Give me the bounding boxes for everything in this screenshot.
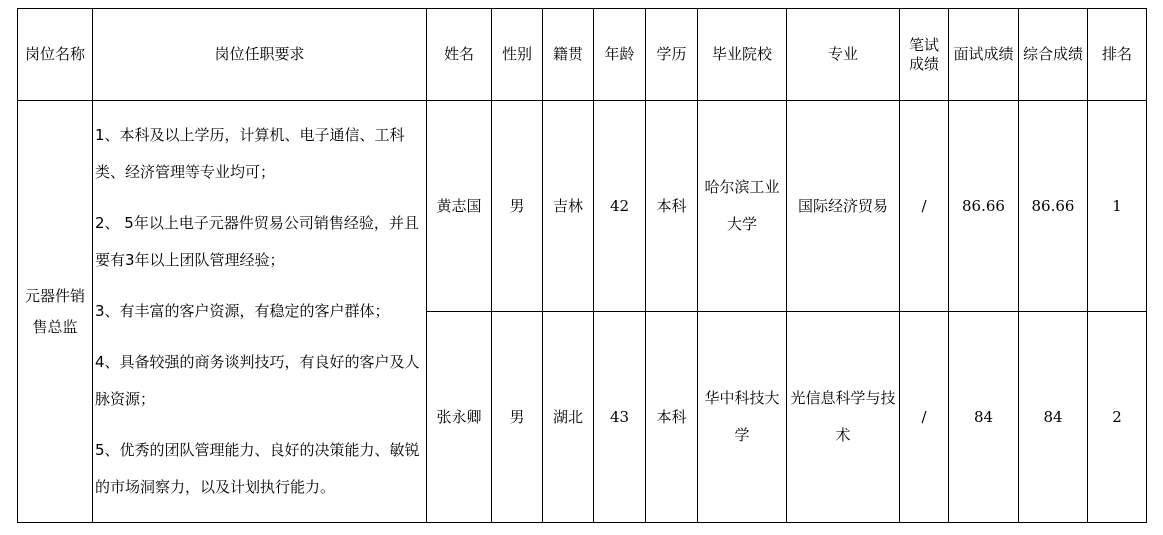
requirement-item: 1、本科及以上学历，计算机、电子通信、工科类、经济管理等专业均可； [95, 126, 405, 181]
cell-written-score: / [900, 312, 949, 523]
header-position: 岗位名称 [18, 9, 93, 101]
header-rank: 排名 [1088, 9, 1147, 101]
header-name: 姓名 [427, 9, 492, 101]
table-row [18, 101, 1147, 312]
cell-rank: 1 [1088, 101, 1147, 312]
header-requirements: 岗位任职要求 [93, 9, 427, 101]
position-name: 元器件销售总监 [24, 286, 85, 336]
position-cell [18, 101, 93, 523]
header-age: 年龄 [594, 9, 646, 101]
cell-total-score: 84 [1019, 312, 1088, 523]
header-row [18, 9, 1147, 101]
header-origin: 籍贯 [543, 9, 594, 101]
cell-name: 黄志国 [427, 101, 492, 312]
cell-major: 光信息科学与技术 [787, 312, 900, 523]
header-education: 学历 [646, 9, 698, 101]
header-gender: 性别 [492, 9, 543, 101]
cell-major: 国际经济贸易 [787, 101, 900, 312]
cell-written-score: / [900, 101, 949, 312]
requirement-item: 3、有丰富的客户资源，有稳定的客户群体； [95, 302, 390, 320]
header-school: 毕业院校 [698, 9, 787, 101]
cell-name: 张永卿 [427, 312, 492, 523]
cell-education: 本科 [646, 101, 698, 312]
cell-school: 华中科技大学 [698, 312, 787, 523]
requirement-item: 4、具备较强的商务谈判技巧，有良好的客户及人脉资源； [95, 353, 420, 408]
header-interview-score: 面试成绩 [949, 9, 1019, 101]
requirement-item: 2、 5年以上电子元器件贸易公司销售经验，并且要有3年以上团队管理经验； [95, 214, 419, 269]
cell-origin: 吉林 [543, 101, 594, 312]
cell-education: 本科 [646, 312, 698, 523]
header-total-score: 综合成绩 [1019, 9, 1088, 101]
header-major: 专业 [787, 9, 900, 101]
cell-age: 43 [594, 312, 646, 523]
requirements-cell [93, 101, 427, 523]
cell-interview-score: 84 [949, 312, 1019, 523]
cell-rank: 2 [1088, 312, 1147, 523]
requirement-item: 5、优秀的团队管理能力、良好的决策能力、敏锐的市场洞察力，以及计划执行能力。 [95, 441, 420, 496]
cell-interview-score: 86.66 [949, 101, 1019, 312]
cell-total-score: 86.66 [1019, 101, 1088, 312]
cell-school: 哈尔滨工业大学 [698, 101, 787, 312]
header-written-score: 笔试成绩 [900, 9, 949, 101]
cell-gender: 男 [492, 101, 543, 312]
cell-gender: 男 [492, 312, 543, 523]
results-table [17, 8, 1147, 523]
cell-age: 42 [594, 101, 646, 312]
cell-origin: 湖北 [543, 312, 594, 523]
